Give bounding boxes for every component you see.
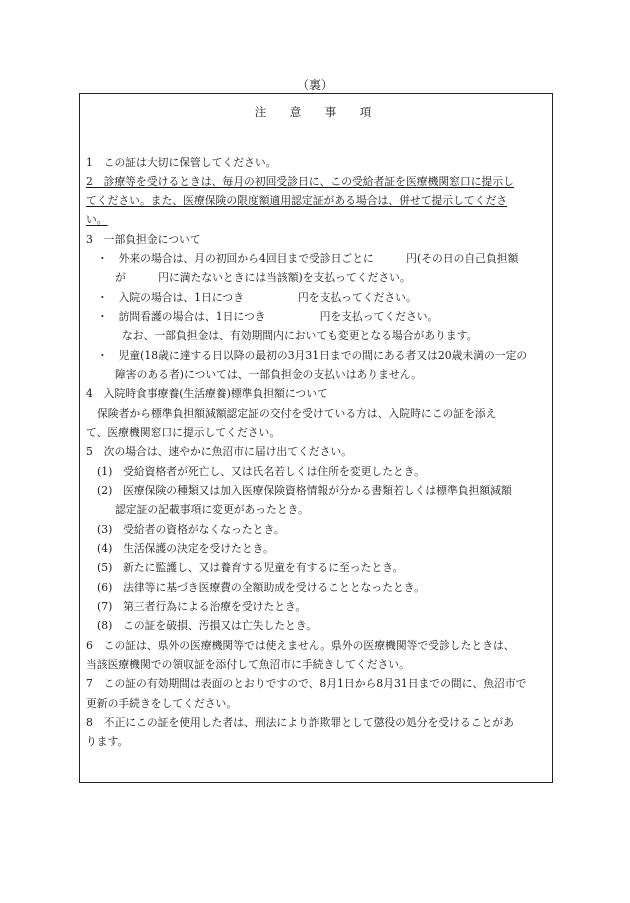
notice-line: (5) 新たに監護し、又は養育する児童を有するに至ったとき。 [97,561,404,574]
notice-line: (6) 法律等に基づき医療費の全額助成を受けることとなったとき。 [97,581,425,594]
notice-line: ・ 外来の場合は、月の初回から4回目まで受診日ごとに 円(その日の自己負担額 [97,252,519,265]
back-side-label: （裏） [296,78,333,92]
notice-line: 3 一部負担金について [86,233,201,246]
notice-line: (8) この証を破損、汚損又は亡失したとき。 [97,619,318,632]
notice-line: (2) 医療保険の種類又は加入医療保険資格情報が分かる書類若しくは標準負担額減額 [97,484,512,497]
notice-frame [79,93,553,783]
notice-line: 6 この証は、県外の医療機関等では使えません。県外の医療機関等で受診したときは、 [86,639,515,652]
notice-line: ・ 入院の場合は、1日につき 円を支払ってください。 [97,291,417,304]
notice-line: なお、一部負担金は、有効期間内においても変更となる場合があります。 [122,329,478,342]
notice-line: ・ 訪問看護の場合は、1日につき 円を支払ってください。 [97,310,439,323]
notice-line: 障害のある者)については、一部負担金の支払いはありません。 [115,368,422,381]
notice-line: 保険者から標準負担額減額認定証の交付を受けている方は、入院時にこの証を添え [97,407,497,420]
notice-line: 更新の手続きをしてください。 [86,697,238,710]
notice-line: 2 診療等を受けるときは、毎月の初回受診日に、この受給者証を医療機関窓口に提示し [86,175,514,188]
notice-line: 7 この証の有効期間は表面のとおりですので、8月1日から8月31日までの間に、魚沼市で [86,677,527,690]
notice-line: て、医療機関窓口に提示してください。 [86,426,281,439]
notice-line: (1) 受給資格者が死亡し、又は氏名若しくは住所を変更したとき。 [97,465,425,478]
notice-line: 認定証の記載事項に変更があったとき。 [115,503,309,516]
notice-line: (4) 生活保護の決定を受けたとき。 [97,542,274,555]
notice-line: い。 [86,213,108,226]
notice-line: が 円に満たないときには当該額)を支払ってください。 [115,271,411,284]
notice-line: 当該医療機関での領収証を添付して魚沼市に手続きしてください。 [86,658,410,671]
page-title: 注 意 事 項 [254,105,378,119]
notice-line: (7) 第三者行為による治療を受けたとき。 [97,600,307,613]
notice-line: ・ 児童(18歳に達する日以降の最初の3月31日までの間にある者又は20歳未満の一定の [97,349,528,362]
notice-line: 4 入院時食事療養(生活療養)標準負担額について [86,387,328,400]
notice-line: 8 不正にこの証を使用した者は、刑法により詐欺罪として懲役の処分を受けることがあ [86,716,514,729]
notice-line: ります。 [86,735,129,748]
notice-line: 5 次の場合は、速やかに魚沼市に届け出てください。 [86,445,352,458]
notice-line: (3) 受給者の資格がなくなったとき。 [97,523,285,536]
notice-line: てください。また、医療保険の限度額適用認定証がある場合は、併せて提示してくださ [86,194,508,207]
notice-line: 1 この証は大切に保管してください。 [86,156,277,169]
